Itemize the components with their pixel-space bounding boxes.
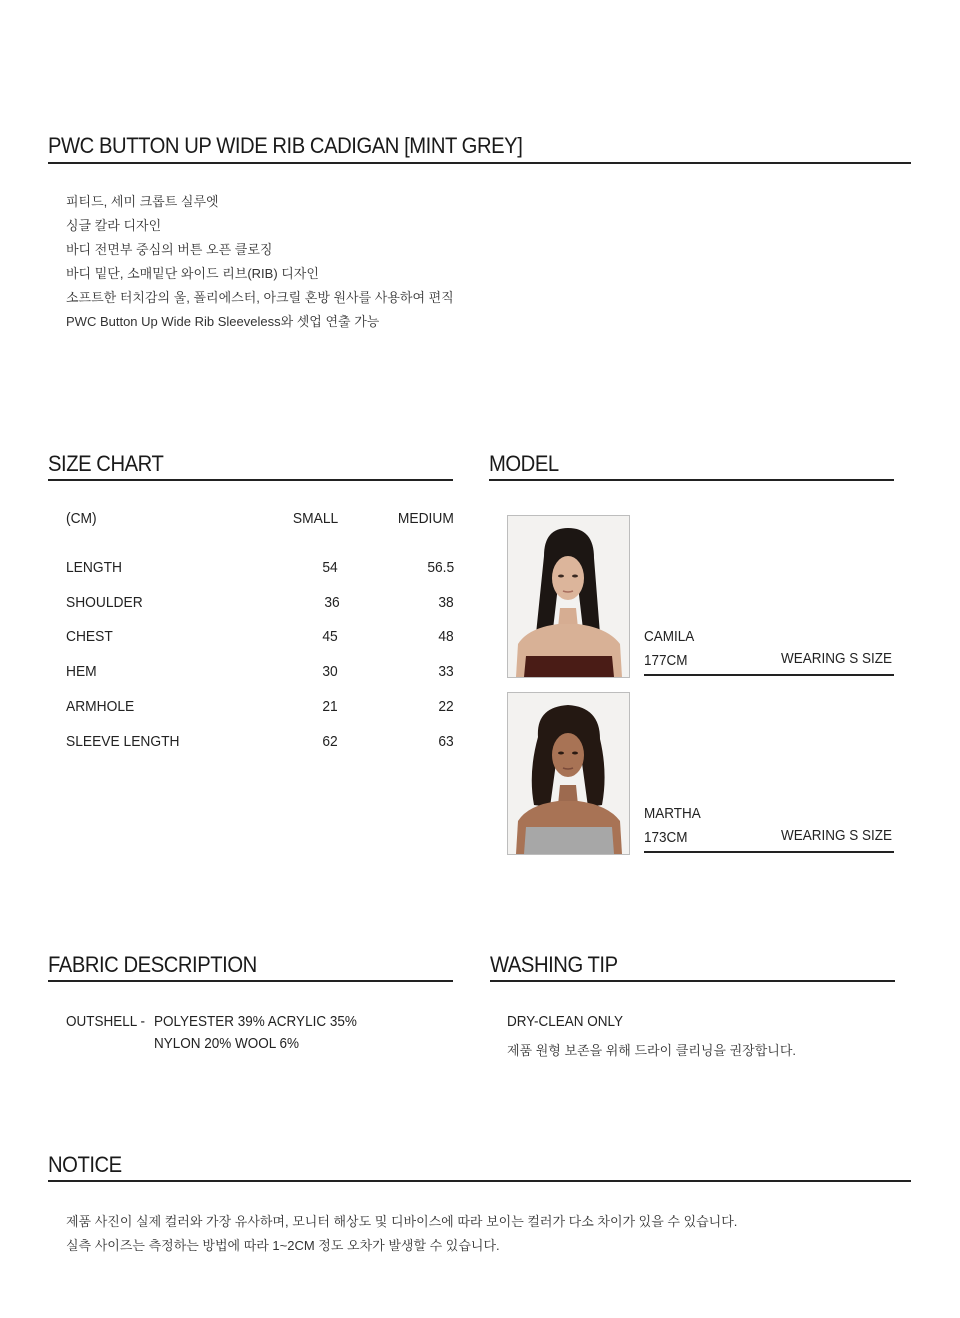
model-photo: [507, 692, 630, 855]
top-shape: [524, 656, 614, 677]
table-row: [66, 698, 456, 718]
description-line: 소프트한 터치감의 울, 폴리에스터, 아크릴 혼방 원사를 사용하여 편직: [66, 290, 454, 305]
cell-medium: 38: [438, 594, 454, 611]
unit-label: (CM): [66, 510, 97, 527]
model-height: 177CM: [644, 652, 688, 669]
model-portrait-image: [508, 516, 629, 677]
notice-divider: [48, 1180, 911, 1182]
notice-title: NOTICE: [48, 1152, 122, 1177]
size-chart-divider: [48, 479, 453, 481]
cell-medium: 22: [438, 698, 454, 715]
cell-small: 54: [322, 559, 338, 576]
description-line: 피티드, 세미 크롭트 실루엣: [66, 194, 219, 209]
row-label: LENGTH: [66, 559, 122, 576]
table-row: [66, 559, 456, 579]
model-height: 173CM: [644, 829, 688, 846]
model-name: MARTHA: [644, 805, 701, 822]
washing-note: 제품 원형 보존을 위해 드라이 클리닝을 권장합니다.: [507, 1043, 797, 1058]
cell-medium: 56.5: [427, 559, 454, 576]
product-title: PWC BUTTON UP WIDE RIB CADIGAN [MINT GREY]: [48, 133, 523, 158]
washing-divider: [490, 980, 895, 982]
cell-small: 30: [322, 663, 338, 680]
table-row: [66, 628, 456, 648]
model-photo: [507, 515, 630, 678]
row-label: SLEEVE LENGTH: [66, 733, 180, 750]
cell-medium: 33: [438, 663, 454, 680]
cell-small: 62: [322, 733, 338, 750]
fabric-composition-line: POLYESTER 39% ACRYLIC 35%: [154, 1013, 357, 1030]
fabric-divider: [48, 980, 453, 982]
row-label: CHEST: [66, 628, 113, 645]
fabric-label: OUTSHELL -: [66, 1013, 146, 1030]
model-name: CAMILA: [644, 628, 695, 645]
cell-medium: 48: [438, 628, 454, 645]
washing-title: WASHING TIP: [490, 952, 618, 977]
fabric-title: FABRIC DESCRIPTION: [48, 952, 257, 977]
row-label: HEM: [66, 663, 97, 680]
description-line: 싱글 칼라 디자인: [66, 218, 162, 233]
row-label: ARMHOLE: [66, 698, 135, 715]
description-line: 바디 전면부 중심의 버튼 오픈 클로징: [66, 242, 273, 257]
top-shape: [524, 827, 614, 854]
fabric-composition-line: NYLON 20% WOOL 6%: [154, 1035, 300, 1052]
table-row: [66, 594, 456, 614]
description-line: 바디 밑단, 소매밑단 와이드 리브(RIB) 디자인: [66, 266, 319, 281]
table-row: [66, 733, 456, 753]
size-chart-table: [66, 510, 456, 770]
model-wearing-size: WEARING S SIZE: [781, 827, 893, 844]
notice-line: 실측 사이즈는 측정하는 방법에 따라 1~2CM 정도 오차가 발생할 수 있습니다.: [66, 1238, 500, 1253]
cell-small: 21: [322, 698, 338, 715]
product-description: [66, 190, 454, 334]
description-line: PWC Button Up Wide Rib Sleeveless와 셋업 연출 가능: [66, 314, 380, 329]
washing-instruction: DRY-CLEAN ONLY: [507, 1013, 624, 1030]
model-divider: [489, 479, 894, 481]
cell-small: 36: [324, 594, 340, 611]
model-divider: [644, 674, 894, 676]
title-divider: [48, 162, 911, 164]
table-row: [66, 663, 456, 683]
column-header-medium: MEDIUM: [398, 510, 454, 527]
model-wearing-size: WEARING S SIZE: [781, 650, 893, 667]
model-title: MODEL: [489, 451, 559, 476]
size-chart-title: SIZE CHART: [48, 451, 164, 476]
cell-small: 45: [322, 628, 338, 645]
notice-line: 제품 사진이 실제 컬러와 가장 유사하며, 모니터 해상도 및 디바이스에 따라 보이는 컬러가 다소 차이가 있을 수 있습니다.: [66, 1214, 738, 1229]
cell-medium: 63: [438, 733, 454, 750]
column-header-small: SMALL: [292, 510, 338, 527]
model-divider: [644, 851, 894, 853]
row-label: SHOULDER: [66, 594, 143, 611]
model-portrait-image: [508, 693, 629, 854]
